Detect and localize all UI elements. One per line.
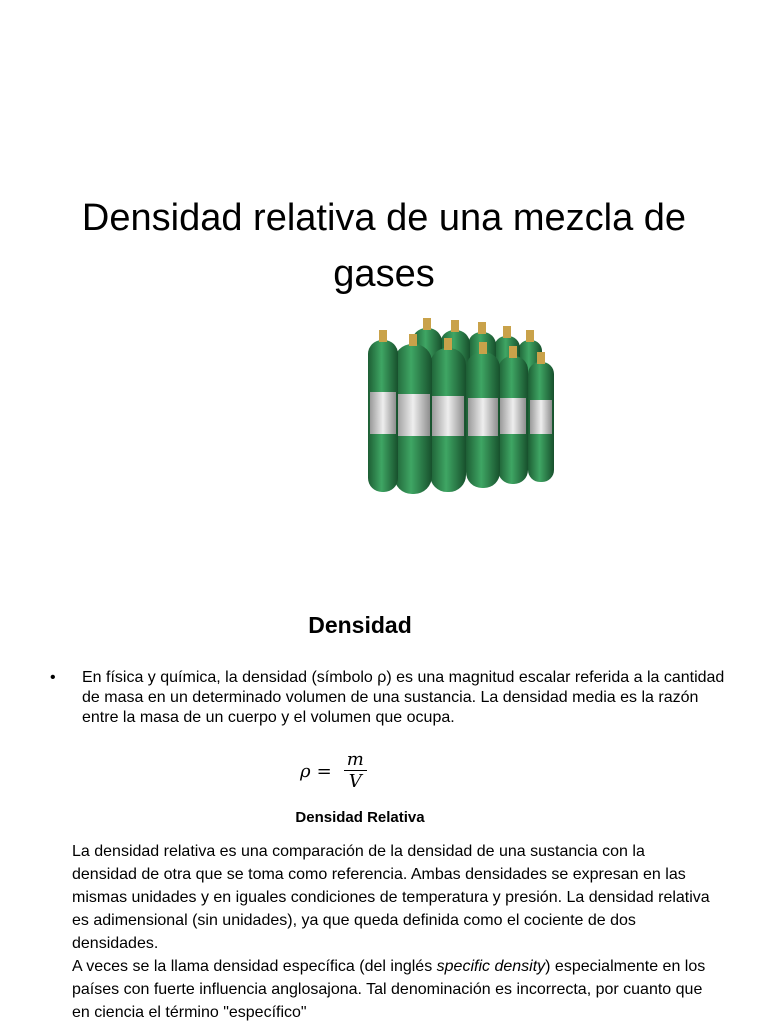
slide-title: Densidad relativa de una mezcla de gases (81, 197, 687, 295)
subheading-densidad-relativa: Densidad Relativa (295, 809, 425, 826)
paragraph-2 (72, 955, 712, 1024)
formula-rho: ρ (300, 760, 311, 782)
density-formula (300, 748, 367, 794)
paragraph-1: La densidad relativa es una comparación de la densidad de una sustancia con la densidad de otra que se toma como referencia. Ambas densidades se expresan en las mismas unidades y en iguales condiciones de temperatura y presión. La densidad relativa es adimensional (sin unidades), ya que queda definida como el cociente de dos densidades. (72, 843, 710, 952)
paragraph-2-italic: specific density (436, 958, 546, 975)
bullet-dot: • (50, 669, 56, 686)
formula-denominator: V (348, 770, 362, 792)
paragraph-2-start: A veces se la llama densidad específica (del inglés (72, 958, 437, 975)
gas-cylinders-image (368, 312, 568, 496)
formula-equals: = (316, 760, 332, 782)
bullet-item (50, 668, 730, 728)
bullet-text: En física y química, la densidad (símbolo ρ) es una magnitud escalar referida a la cantidad de masa en un determinado volumen de una sustancia. La densidad media es la razón entre la masa de un cuerpo y el volumen que ocupa. (82, 669, 725, 726)
section-heading-densidad: Densidad (308, 612, 412, 638)
paragraph-2-end: ) especialmente en los países con fuerte influencia anglosajona. Tal denominación es incorrecta, por cuanto que en ciencia el término "específico" (72, 958, 706, 1021)
formula-fraction (344, 750, 367, 793)
formula-numerator: m (344, 750, 367, 771)
body-text (72, 840, 712, 1024)
